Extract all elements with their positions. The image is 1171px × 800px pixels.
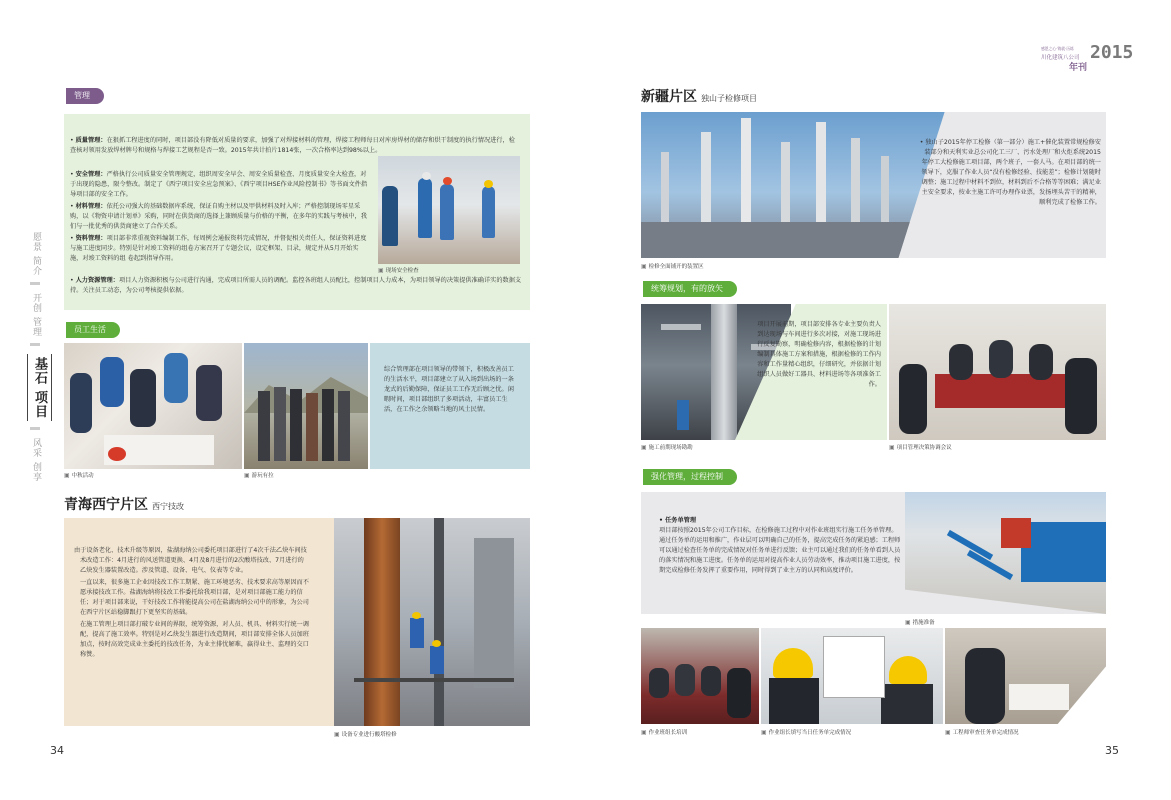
team-training-caption: ▣ 作业班组长培训 — [641, 728, 687, 736]
acid-tower-caption: ▣ 设备专业进行酸塔检修 — [334, 730, 397, 738]
material-paragraph: • 材料管理：依托公司强大的基础数据库系统，保证自购主材以及甲供材料及时入库；严格控制现场零星采购，以《物资申请计划单》采购，同时在供货商的选择上兼顾质量与价格的平衡，在多年的实践与考核中，我们与一批优秀的供货商建立了合作关系。 — [70, 203, 367, 230]
employee-life-text: 综合管理部在项目领导的带领下，积极改善员工的生活水平，项目部建立了从入场到出场的一条龙式的后勤保障，保证员工工作无后顾之忧。闲暇时间，项目部组织了多项活动，丰富员工生活，在工作之余领略当地的风土民情。 — [384, 366, 514, 413]
nav-separator — [30, 343, 40, 346]
coordination-caption: ▣ 项目管理决策协调会议 — [889, 443, 952, 451]
team-training-photo — [641, 628, 759, 724]
annual-logo — [1041, 42, 1151, 72]
site-survey-caption: ▣ 施工前期现场勘勘 — [641, 443, 693, 451]
qinghai-box — [64, 518, 336, 726]
acid-tower-photo — [334, 518, 530, 726]
side-nav — [24, 232, 50, 482]
left-page — [0, 0, 585, 800]
header-small-line: 感恩之心·铸就·历练 — [1041, 46, 1074, 51]
preparation-caption: ▣ 措施准备 — [905, 618, 935, 626]
qinghai-paragraph: 由于设备老化、技术升级等原因，盐湖海纳公司委托项目部进行了4次千法乙炔车间技术改造工作：4月进行的风送管道更换、4月及8月进行的2次酸塔技改、7月进行的乙炔发生器装置改造。涉及管道、设备、电气、仪表等专业。 — [74, 547, 307, 574]
task-sheet-filling-caption: ▣ 作业组长填写当日任务单完成情况 — [761, 728, 851, 736]
management-text — [70, 136, 524, 156]
right-page — [585, 0, 1171, 800]
page-number-right: 35 — [1105, 744, 1119, 757]
quality-paragraph: • 质量管理：在狠抓工程进度的同时，项目部没有降低对质量的要求，加强了对焊接材料的管理，焊接工程师每日对库房焊材的储存和烘干制度的执行情况进行，检查核对领用发放焊材牌号和规格与焊接工艺规程是否一致。2015年共计拍片1814张，一次合格率达到98%以上。 — [70, 137, 515, 154]
qinghai-paragraph: 在施工管理上项目部打破专业间的界限，统筹资源，对人员、机具、材料实行统一调配，提高了施工效率。特别是对乙炔发生器进行改造期间，项目部安排全体人员加班加点，按时高效完成业主委托的技改任务，为业主排忧解难，赢得业主、监理的交口称赞。 — [80, 621, 309, 658]
mid-autumn-caption: ▣ 中秋活动 — [64, 471, 94, 479]
qinghai-text — [74, 546, 310, 662]
page-number-left: 34 — [50, 744, 64, 757]
hr-paragraph: • 人力资源管理：项目人力资源积极与公司进行沟通，完成项目所需人员的调配。监控各班组人员配比，控制项目人力成本，为项目领导的决策提供准确详实的数据支持。关注员工动态，为公司考核提供依据。 — [70, 277, 522, 294]
qinghai-title: 青海西宁片区 西宁技改 — [64, 497, 184, 513]
nav-item-style[interactable]: 风采 创享 — [31, 438, 41, 483]
nav-item-projects[interactable]: 基石 项目 — [27, 354, 52, 422]
task-sheet-heading: • 任务单管理 — [659, 517, 697, 524]
planning-text: 项目开展前期，项目部安排各专业主要负责人到达现场与车间进行多次对接，对施工现场进行反复勘察，明确检修内容，根据检修的计划编制具体施工方案和措施，根据检修的工作内容和工作量精心组织，仔细研究，并依据计划组织人员做好工器具、材料进场等各项准备工作。 — [757, 321, 881, 388]
coordination-meeting-photo — [889, 304, 1106, 440]
employee-life-box — [370, 343, 530, 469]
management-text-col — [70, 170, 370, 266]
task-sheet-filling-photo — [761, 628, 943, 724]
planning-tag: 统筹规划，有的放矢 — [643, 281, 737, 297]
document-paragraph: • 资料管理：项目部非常重视资料编制工作，每周例会通报资料完成情况，并督促相关责任人，保证资料进度与施工进度同步。特别是针对竣工资料的组卷方案召开了专题会议，设定框架、目录，规定并从5月开始实施，对竣工资料的组 卷起到指导作用。 — [70, 235, 367, 262]
nav-item-vision[interactable]: 愿景 简介 — [31, 232, 41, 276]
safety-inspection-photo — [378, 156, 520, 264]
safety-paragraph: • 安全管理：严格执行公司质量安全管理规定，组织周安全早会、周安全质量检查、月度质量安全大检查，对于出现的隐患，限令整改。制定了《西宁项目安全应急预案》、《西宁项目HSE作业风险控制书》等书面文件指导项目部的安全工作。 — [70, 171, 368, 198]
engineer-review-photo — [945, 628, 1106, 724]
header-year: 2015 — [1090, 42, 1134, 63]
task-sheet-text: • 任务单管理 项目部按照2015年公司工作目标，在检修施工过程中对作业班组实行施工任务单管理。通过任务单的运用和推广，作业层可以明确自己的任务，提高完成任务的紧迫感；工程师可以通过检查任务单的完成情况对任务单进行反馈；业主可以通过我们的任务单看到人员的落实情况和施工进度。任务单的运用对提高作业人员劳动效率，推动项目施工进度，按期完成检修任务发挥了重要作用，同时得到了业主方的认同和高度评价。 — [659, 516, 903, 576]
management-tag: 管理 — [66, 88, 104, 104]
xinjiang-title: 新疆片区 独山子检修项目 — [641, 89, 757, 105]
strengthen-tag: 强化管理，过程控制 — [643, 469, 737, 485]
nav-separator — [30, 427, 40, 430]
outing-photo — [244, 343, 368, 469]
employee-life-tag: 员工生活 — [66, 322, 120, 338]
header-company: 川化建筑八公司 — [1041, 55, 1080, 61]
xinjiang-text: • 独山子2015年停工检修（第一部分）施工+催化装置常规检修安装部分和天利实业总公司化工三厂、污水处理厂和火炬系统2015年停工大检修施工项目部，两个班子，一套人马。在项目部的统一领导下，克服了作业人员“没有检修经验、技能差”；检修计划随时调整；施工过程中材料不到位，材料到后不合格等等困难；满足业主安全要求，按业主施工许可办理作业票，发扬埋头苦干的精神，顺利完成了检修工作。 — [919, 139, 1101, 206]
nav-item-management[interactable]: 开创 管理 — [31, 292, 41, 337]
nav-separator — [30, 282, 40, 285]
xinjiang-subtitle: 独山子检修项目 — [701, 94, 757, 103]
management-box — [64, 114, 530, 310]
safety-photo-caption: ▣ 现场安全检查 — [378, 266, 419, 274]
qinghai-paragraph: 一直以来，很多施工企业因技改工作工期紧、施工环境恶劣、技术要求高等原因而不愿承接技改工作。盐湖海纳将技改工作委托给我项目部，是对项目部施工能力的信任；对于项目部来说，干好技改工作将能提高公司在盐湖海纳公司中的形象，为公司在西宁片区站稳脚跟打下更坚实的基础。 — [80, 579, 309, 616]
engineer-review-caption: ▣ 工程师审查任务单完成情况 — [945, 728, 1019, 736]
qinghai-subtitle: 西宁技改 — [152, 502, 184, 511]
outing-caption: ▣ 游玩有拉 — [244, 471, 274, 479]
header-nianKan: 年刊 — [1069, 63, 1088, 73]
refinery-caption: ▣ 检修全面铺开的装置区 — [641, 262, 704, 270]
mid-autumn-photo — [64, 343, 242, 469]
